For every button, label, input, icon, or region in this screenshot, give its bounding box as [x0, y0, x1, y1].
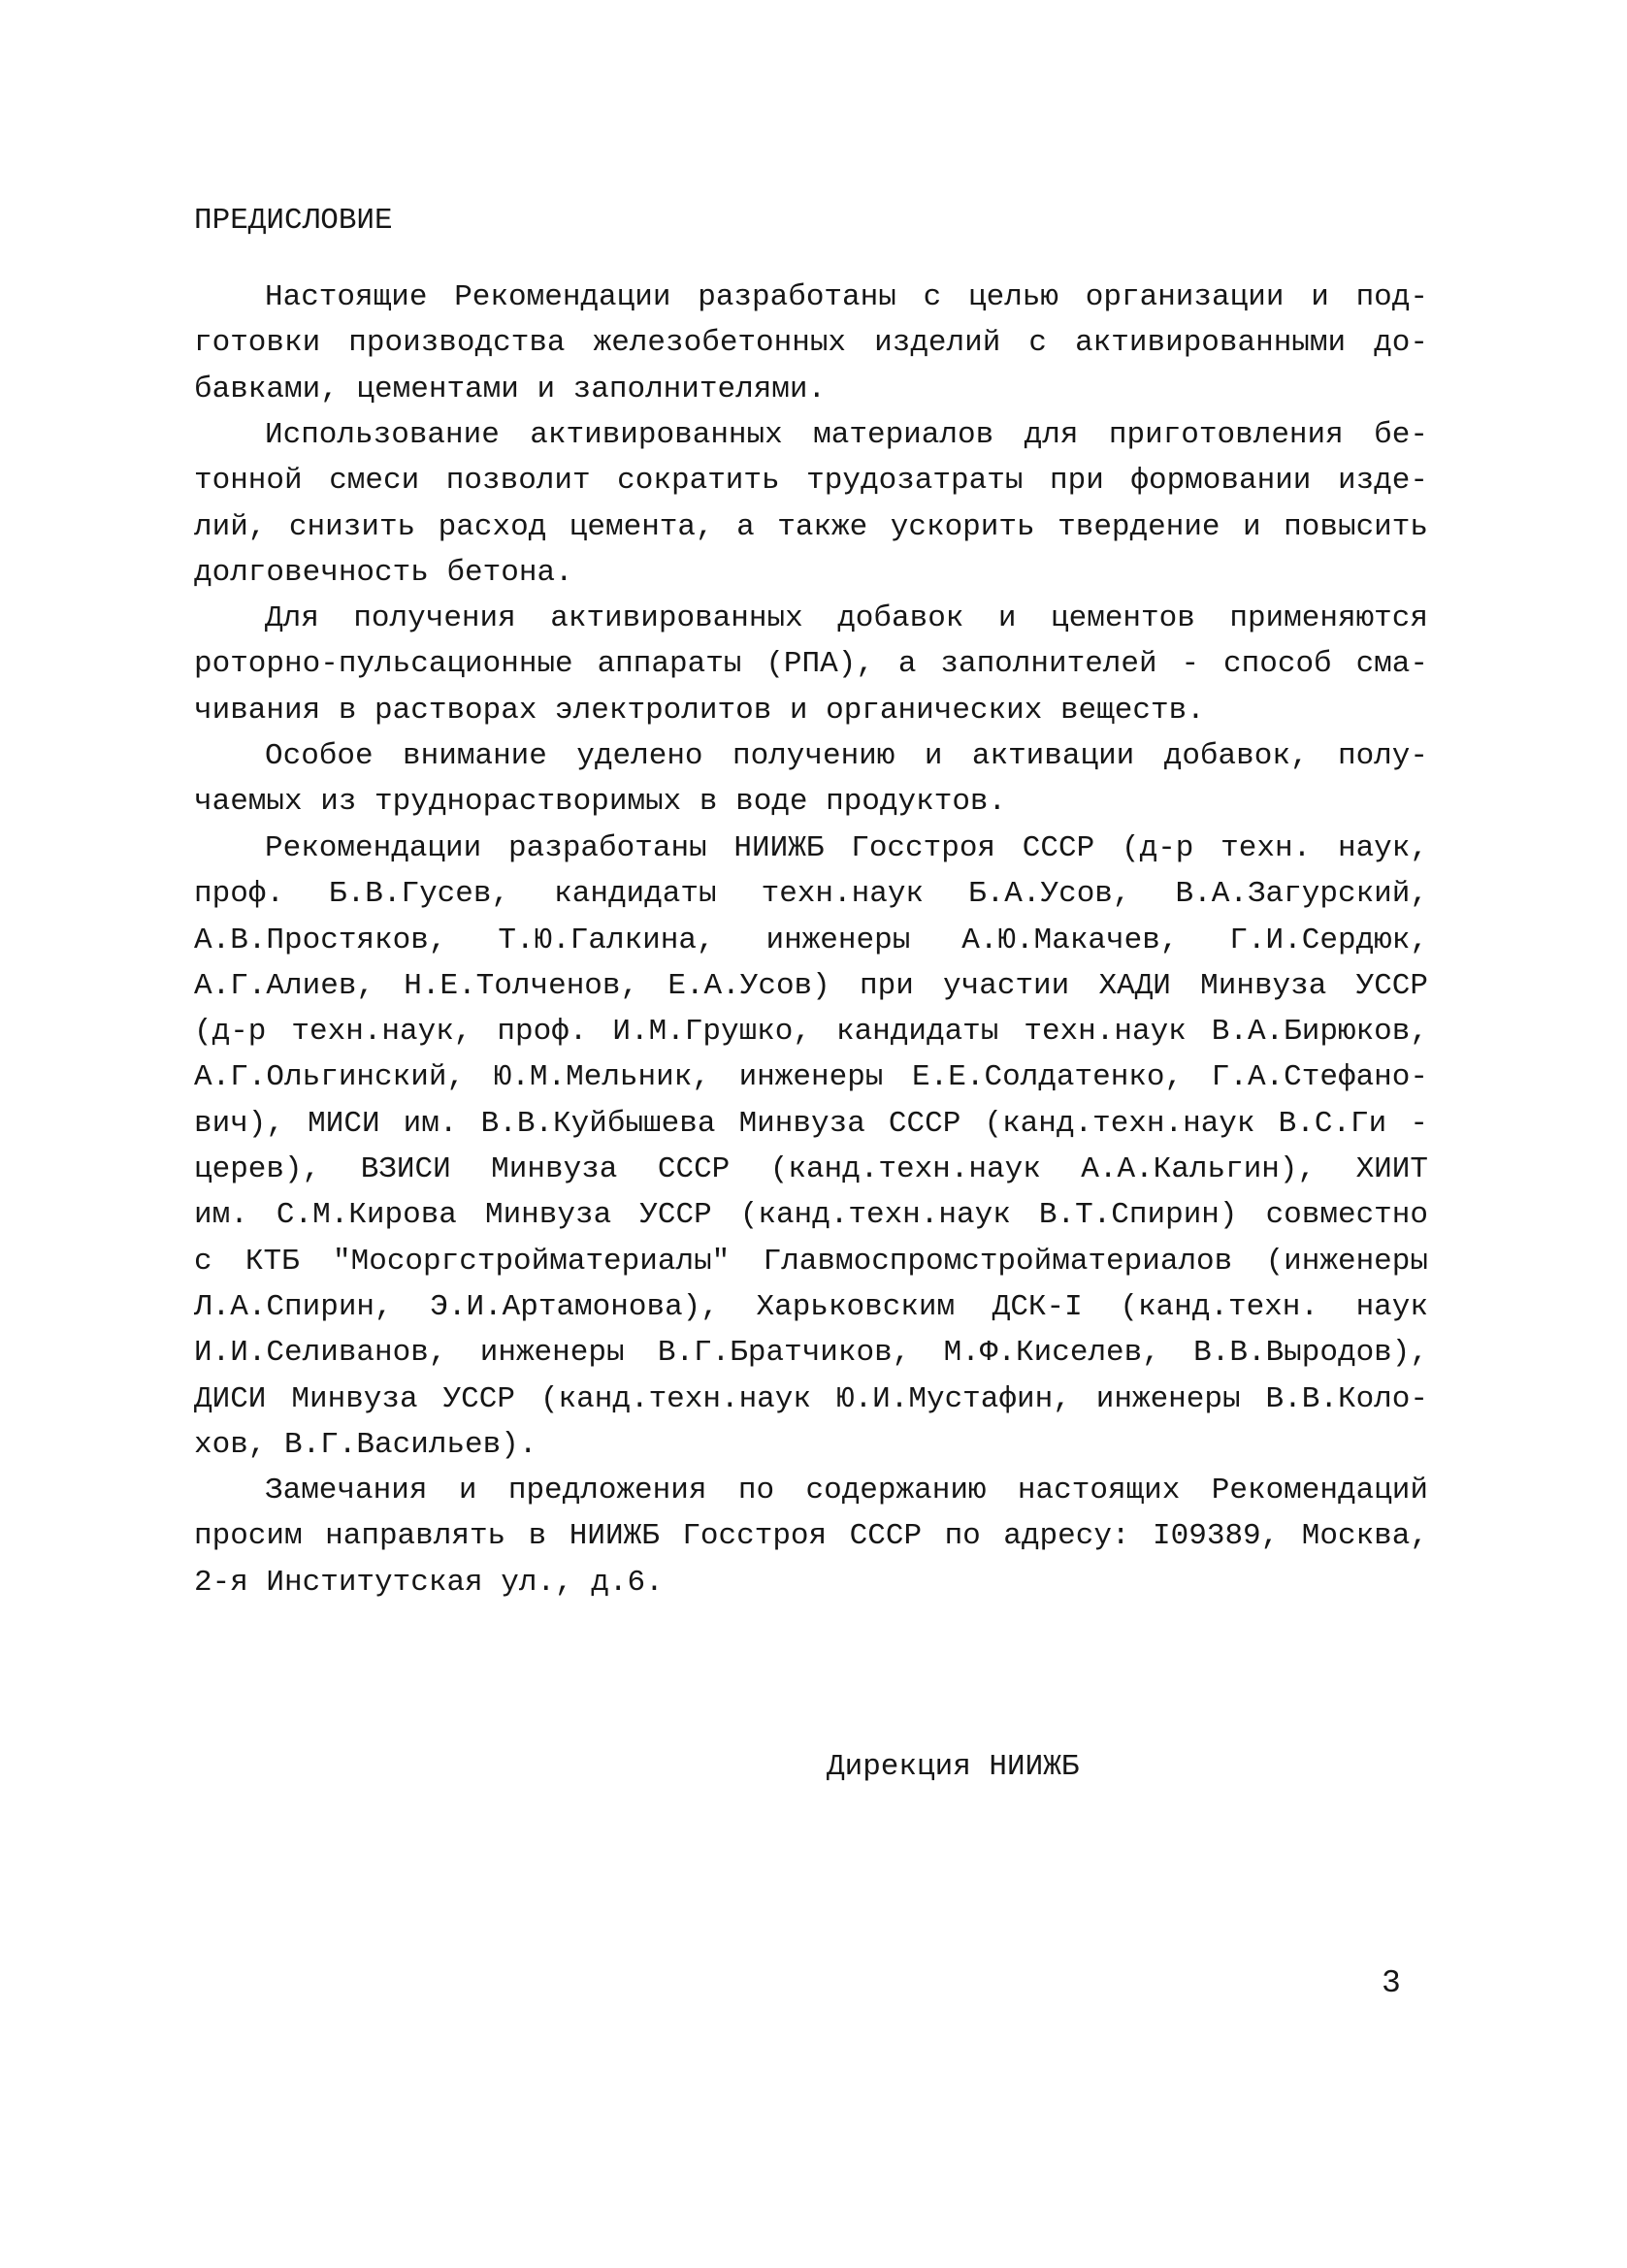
text-line: Особое внимание уделено получению и активации добавок, полу-: [265, 739, 1428, 773]
paragraph-benefits: [194, 412, 1428, 596]
paragraph-purpose: [194, 275, 1428, 412]
text-line: 2-я Институтская ул., д.6.: [194, 1565, 664, 1600]
paragraph-authors: [194, 826, 1428, 1468]
text-line: Рекомендации разработаны НИИЖБ Госстроя СССР (д-р техн. наук,: [265, 831, 1428, 865]
page-number: 3: [1382, 1965, 1401, 2001]
text-line: хов, В.Г.Васильев).: [194, 1427, 537, 1462]
paragraph-contacts: [194, 1468, 1428, 1605]
text-line: чаемых из труднорастворимых в воде продуктов.: [194, 785, 1007, 820]
text-line: им. С.М.Кирова Минвуза УССР (канд.техн.наук В.Т.Спирин) совместно: [194, 1198, 1428, 1233]
text-line: А.В.Простяков, Т.Ю.Галкина, инженеры А.Ю.Макачев, Г.И.Сердюк,: [194, 923, 1428, 957]
text-line: роторно-пульсационные аппараты (РПА), а заполнителей - способ сма-: [194, 647, 1428, 682]
text-line: Замечания и предложения по содержанию настоящих Рекомендаций: [265, 1474, 1428, 1507]
page-title: ПРЕДИСЛОВИЕ: [194, 204, 393, 238]
text-line: (д-р техн.наук, проф. И.М.Грушко, кандидаты техн.наук В.А.Бирюков,: [194, 1015, 1428, 1050]
paragraph-focus: [194, 733, 1428, 826]
text-line: А.Г.Алиев, Н.Е.Толченов, Е.А.Усов) при участии ХАДИ Минвуза УССР: [194, 968, 1428, 1003]
text-line: Настоящие Рекомендации разработаны с целью организации и под-: [265, 280, 1428, 314]
text-line: И.И.Селиванов, инженеры В.Г.Братчиков, М.Ф.Киселев, В.В.Выродов),: [194, 1336, 1428, 1371]
text-line: церев), ВЗИСИ Минвуза СССР (канд.техн.наук А.А.Кальгин), ХИИТ: [194, 1152, 1428, 1187]
text-line: тонной смеси позволит сократить трудозатраты при формовании изде-: [194, 464, 1428, 499]
text-line: долговечность бетона.: [194, 555, 573, 590]
text-line: Для получения активированных добавок и цементов применяются: [265, 601, 1428, 635]
text-line: Использование активированных материалов для приготовления бе-: [265, 418, 1428, 452]
text-line: просим направлять в НИИЖБ Госстроя СССР по адресу: I09389, Москва,: [194, 1519, 1428, 1554]
text-line: бавками, цементами и заполнителями.: [194, 372, 827, 406]
text-line: с КТБ "Мосоргстройматериалы" Главмоспромстройматериалов (инженеры: [194, 1244, 1428, 1279]
text-line: Л.А.Спирин, Э.И.Артамонова), Харьковским ДСК-I (канд.техн. наук: [194, 1289, 1428, 1324]
text-line: готовки производства железобетонных изделий с активированными до-: [194, 326, 1428, 361]
text-line: А.Г.Ольгинский, Ю.М.Мельник, инженеры Е.Е.Солдатенко, Г.А.Стефано-: [194, 1060, 1428, 1095]
text-line: чивания в растворах электролитов и органических веществ.: [194, 693, 1205, 728]
signature: Дирекция НИИЖБ: [827, 1750, 1080, 1784]
text-line: лий, снизить расход цемента, а также ускорить твердение и повысить: [194, 509, 1428, 544]
text-line: проф. Б.В.Гусев, кандидаты техн.наук Б.А.Усов, В.А.Загурский,: [194, 877, 1428, 912]
text-line: вич), МИСИ им. В.В.Куйбышева Минвуза СССР (канд.техн.наук В.С.Ги -: [194, 1106, 1428, 1141]
paragraph-methods: [194, 596, 1428, 733]
text-line: ДИСИ Минвуза УССР (канд.техн.наук Ю.И.Мустафин, инженеры В.В.Коло-: [194, 1381, 1428, 1416]
